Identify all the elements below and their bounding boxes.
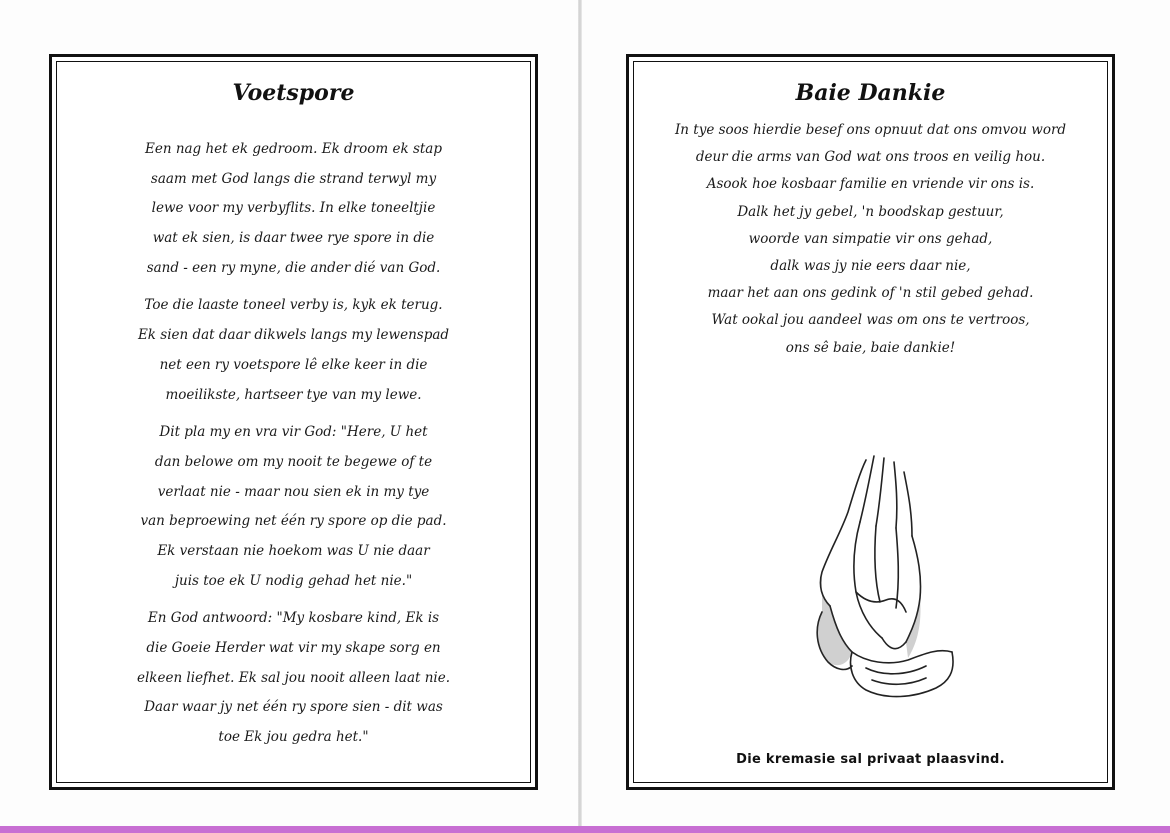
poem-line: Een nag het ek gedroom. Ek droom ek stap (144, 141, 442, 157)
poem-line: Ek verstaan nie hoekom was U nie daar (157, 542, 430, 559)
poem-line: Dit pla my en vra vir God: "Here, U het (159, 424, 428, 441)
baie-dankie-title: Baie Dankie (795, 80, 946, 106)
poem-line: lewe voor my verbyflits. In elke toneeltjie (151, 200, 436, 217)
poem-line: die Goeie Herder wat vir my skape sorg en (146, 640, 441, 656)
thanks-line: Asook hoe kosbaar familie en vriende vir ons is. (706, 176, 1035, 193)
voetspore-panel (49, 54, 538, 790)
poem-line: juis toe ek U nodig gehad het nie." (174, 572, 413, 589)
poem-line: En God antwoord: "My kosbare kind, Ek is (147, 610, 440, 627)
praying-hands-icon (796, 452, 966, 712)
page-fold (578, 0, 582, 833)
poem-line: Ek sien dat daar dikwels langs my lewenspad (137, 327, 450, 344)
cremation-notice: Die kremasie sal privaat plaasvind. (736, 752, 1005, 767)
stanza-3 (62, 418, 525, 596)
poem-line: toe Ek jou gedra het." (218, 729, 369, 746)
thanks-line: Wat ookal jou aandeel was om ons te vertroos, (711, 312, 1030, 329)
poem-line: elkeen liefhet. Ek sal jou nooit alleen laat nie. (136, 669, 451, 686)
thanks-line: dalk was jy nie eers daar nie, (770, 257, 971, 274)
stanza-2 (62, 291, 525, 410)
scan-edge-strip (0, 826, 1170, 833)
stanza-1 (62, 135, 525, 283)
thanks-line: woorde van simpatie vir ons gehad, (748, 230, 993, 247)
poem-line: Daar waar jy net één ry spore sien - dit was (144, 699, 443, 716)
poem-line: sand - een ry myne, die ander dié van God. (146, 259, 441, 276)
poem-line: saam met God langs die strand terwyl my (150, 170, 437, 187)
poem-line: wat ek sien, is daar twee rye spore in die (152, 230, 435, 247)
thanks-line: deur die arms van God wat ons troos en veilig hou. (695, 149, 1046, 166)
poem-line: Toe die laaste toneel verby is, kyk ek terug. (144, 297, 443, 314)
poem-line: moeilikste, hartseer tye van my lewe. (165, 386, 422, 403)
thanks-line: Dalk het jy gebel, 'n boodskap gestuur, (737, 203, 1004, 220)
thanks-message (639, 117, 1102, 362)
baie-dankie-panel (626, 54, 1115, 790)
voetspore-poem (62, 135, 525, 761)
poem-line: dan belowe om my nooit te begewe of te (154, 453, 433, 470)
thanks-line: ons sê baie, baie dankie! (785, 339, 956, 356)
thanks-line: In tye soos hierdie besef ons opnuut dat ons omvou word (674, 122, 1067, 138)
voetspore-title: Voetspore (232, 80, 355, 106)
poem-line: net een ry voetspore lê elke keer in die (159, 356, 428, 373)
poem-line: van beproewing net één ry spore op die pad. (140, 513, 447, 530)
stanza-4 (62, 604, 525, 752)
poem-line: verlaat nie - maar nou sien ek in my tye (157, 483, 430, 500)
thanks-line: maar het aan ons gedink of 'n stil gebed gehad. (707, 285, 1034, 302)
